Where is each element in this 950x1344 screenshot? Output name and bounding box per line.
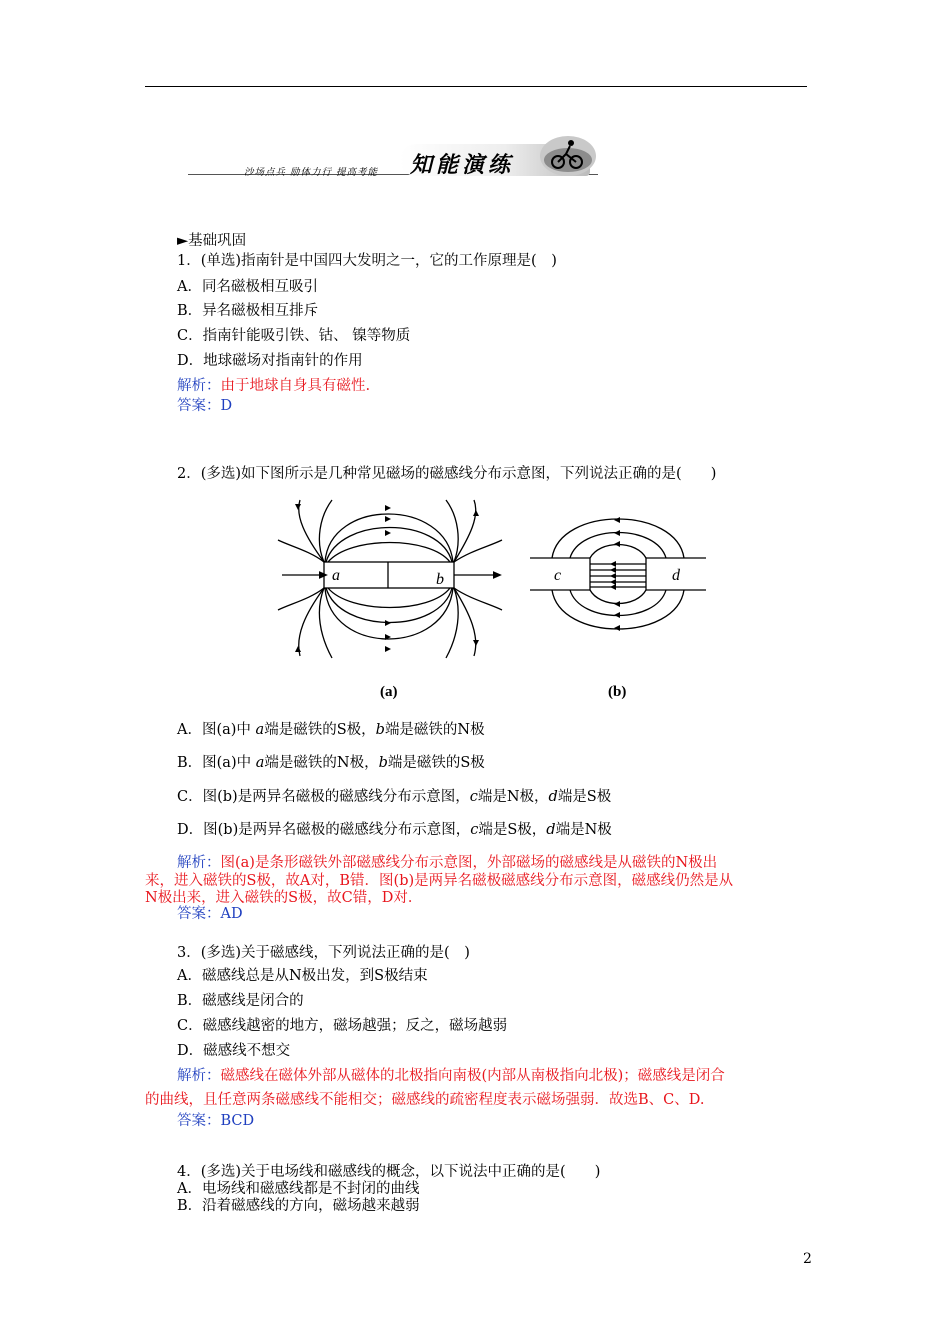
q2-analysis-line-3: N极出来，进入磁铁的S极，故C错，D对． bbox=[145, 890, 423, 906]
q3-option-c: C．磁感线越密的地方，磁场越强；反之，磁场越弱 bbox=[177, 1018, 508, 1034]
q2-option-c: C．图(b)是两异名磁极的磁感线分布示意图，c端是N极，d端是S极 bbox=[177, 789, 612, 805]
section-marker-icon: ► bbox=[177, 233, 189, 249]
figure-a-label-a: a bbox=[332, 567, 340, 584]
q4-option-b: B．沿着磁感线的方向，磁场越来越弱 bbox=[177, 1198, 420, 1214]
q1-analysis bbox=[177, 377, 370, 395]
q2-analysis-line-1: 解析：图(a)是条形磁铁外部磁感线分布示意图，外部磁场的磁感线是从磁铁的N极出 bbox=[177, 855, 718, 871]
q2-answer: 答案：AD bbox=[177, 906, 243, 922]
q2-option-a: A．图(a)中 a端是磁铁的S极，b端是磁铁的N极 bbox=[177, 722, 485, 738]
q3-option-b: B．磁感线是闭合的 bbox=[177, 993, 304, 1009]
q1-option-b: B．异名磁极相互排斥 bbox=[177, 303, 319, 319]
q2-option-b: B．图(a)中 a端是磁铁的N极，b端是磁铁的S极 bbox=[177, 755, 485, 771]
q3-analysis-line-2: 的曲线，且任意两条磁感线不能相交；磁感线的疏密程度表示磁场强弱．故选B、C、D. bbox=[145, 1092, 705, 1108]
q2-option-d: D．图(b)是两异名磁极的磁感线分布示意图，c端是S极，d端是N极 bbox=[177, 822, 612, 838]
q3-stem: 3．(多选)关于磁感线，下列说法正确的是( ) bbox=[177, 945, 470, 961]
q3-option-d: D．磁感线不想交 bbox=[177, 1043, 291, 1059]
figure-b-label-c: c bbox=[554, 567, 562, 584]
top-rule bbox=[145, 86, 807, 87]
q3-analysis-label: 解析： bbox=[177, 1068, 221, 1084]
section-heading bbox=[177, 232, 246, 250]
section-title: 基础巩固 bbox=[188, 233, 247, 249]
q4-stem: 4．(多选)关于电场线和磁感线的概念，以下说法中正确的是( ) bbox=[177, 1164, 601, 1180]
figure-b-label-d: d bbox=[672, 567, 680, 584]
q1-analysis-text: 由于地球自身具有磁性. bbox=[220, 378, 371, 394]
figure-b-caption: (b) bbox=[608, 684, 627, 700]
q1-option-a: A．同名磁极相互吸引 bbox=[177, 279, 318, 295]
banner-title: 知能演练 bbox=[410, 152, 515, 178]
q1-option-c: C．指南针能吸引铁、钴、 镍等物质 bbox=[177, 328, 411, 344]
header-slogan: 沙场点兵 励体力行 提高考能 bbox=[244, 167, 379, 178]
q1-stem: 1．(单选)指南针是中国四大发明之一，它的工作原理是( ) bbox=[177, 253, 557, 269]
q1-answer: 答案：D bbox=[177, 398, 233, 414]
q1-analysis-label: 解析： bbox=[177, 378, 221, 394]
figure-b-opposite-poles bbox=[530, 496, 710, 656]
q2-stem: 2．(多选)如下图所示是几种常见磁场的磁感线分布示意图，下列说法正确的是( ) bbox=[177, 466, 717, 482]
q3-analysis-line-1: 解析：磁感线在磁体外部从磁体的北极指向南极(内部从南极指向北极)；磁感线是闭合 bbox=[177, 1068, 725, 1084]
q1-option-d: D．地球磁场对指南针的作用 bbox=[177, 353, 363, 369]
q4-option-a: A．电场线和磁感线都是不封闭的曲线 bbox=[177, 1181, 420, 1197]
q3-answer: 答案：BCD bbox=[177, 1113, 255, 1129]
cyclist-icon bbox=[538, 132, 598, 178]
q3-option-a: A．磁感线总是从N极出发，到S极结束 bbox=[177, 968, 428, 984]
figure-a-bar-magnet bbox=[270, 496, 510, 682]
q2-analysis-line-2: 来，进入磁铁的S极，故A对，B错．图(b)是两异名磁极磁感线分布示意图，磁感线仍然是从 bbox=[145, 873, 734, 889]
q2-analysis-label: 解析： bbox=[177, 855, 221, 871]
page-number: 2 bbox=[803, 1251, 812, 1267]
figure-a-caption: (a) bbox=[380, 684, 398, 700]
figure-a-label-b: b bbox=[436, 571, 444, 588]
